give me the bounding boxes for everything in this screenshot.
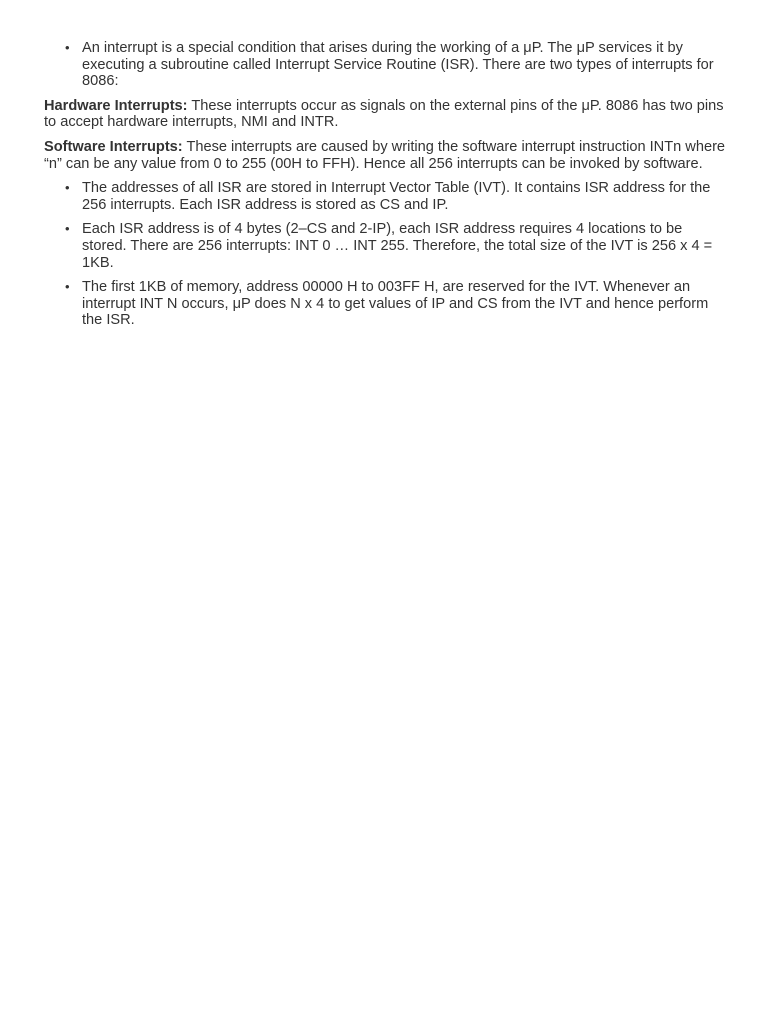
intro-bullet-list (44, 40, 728, 90)
hardware-interrupts-heading: Hardware Interrupts: (44, 97, 188, 114)
list-item: • Each ISR address is of 4 bytes (2–CS and 2-IP), each ISR address requires 4 locations to be stored. There are 256 interrupts: INT 0 … INT 255. Therefore, the total size of the IVT is 256 x 4 = 1KB. (82, 221, 728, 271)
ivt-bullet-list (44, 180, 728, 329)
software-interrupts-paragraph (44, 139, 728, 172)
software-interrupts-text: These interrupts are caused by writing the software interrupt instruction INTn where “n” can be any value from 0 to 255 (00H to FFH). Hence all 256 interrupts can be invoked by software. (44, 138, 726, 172)
list-item: • An interrupt is a special condition that arises during the working of a μP. The μP services it by executing a subroutine called Interrupt Service Routine (ISR). There are two types of interrupts for 8086: (82, 40, 728, 90)
software-interrupts-heading: Software Interrupts: (44, 138, 183, 155)
hardware-interrupts-text: These interrupts occur as signals on the external pins of the μP. 8086 has two pins to accept hardware interrupts, NMI and INTR. (44, 97, 724, 131)
list-item: • The addresses of all ISR are stored in Interrupt Vector Table (IVT). It contains ISR address for the 256 interrupts. Each ISR address is stored as CS and IP. (82, 180, 728, 213)
hardware-interrupts-paragraph (44, 98, 728, 131)
list-item: • The first 1KB of memory, address 00000 H to 003FF H, are reserved for the IVT. Whenever an interrupt INT N occurs, μP does N x 4 to get values of IP and CS from the IVT and hence perform the ISR. (82, 279, 728, 329)
